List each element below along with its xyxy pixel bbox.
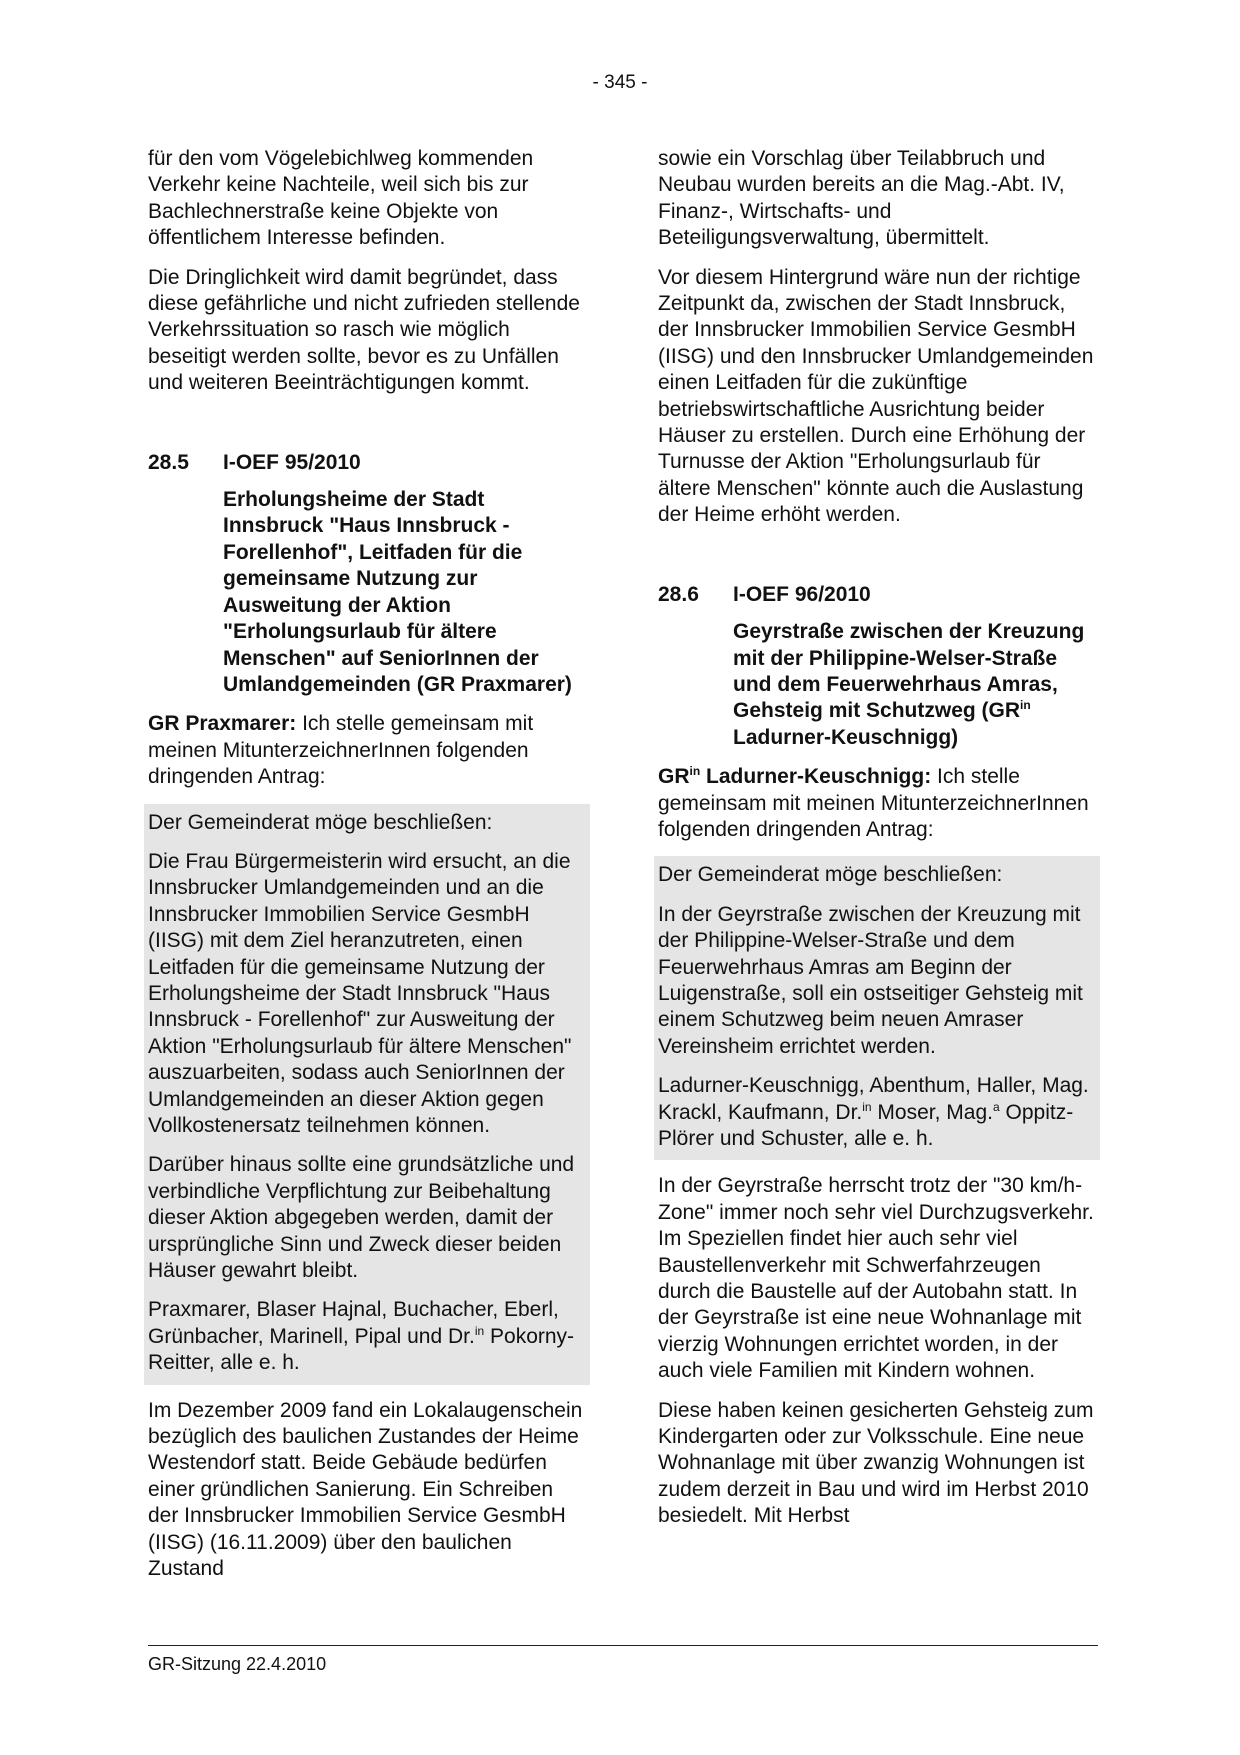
speaker-name: GR Praxmarer: <box>148 712 297 736</box>
paragraph: Vor diesem Hintergrund wäre nun der richtige Zeitpunkt da, zwischen der Stadt Innsbruck, der Innsbrucker Immobilien Service GesmbH (IISG) und den Innsbrucker Umlandgemeinden einen Leitfaden für die zukünftige betriebswirtschaftliche Ausrichtung beider Häuser zu erstellen. Durch eine Erhöhung der Turnusse der Aktion "Erholungsurlaub für ältere Menschen" könnte auch die Auslastung der Heime erhöht werden. <box>658 265 1094 527</box>
signers-text: Pokorny-Reitter, alle e. h. <box>148 1324 575 1375</box>
signers-text: Ladurner-Keuschnigg, Abenthum, Haller, Mag. Krackl, Kaufmann, Dr. <box>658 1074 1089 1124</box>
section-title <box>733 619 1096 751</box>
paragraph: Die Dringlichkeit wird damit begründet, dass diese gefährliche und nicht zufrieden stellende Verkehrssituation so rasch wie möglich beseitigt werden sollte, bevor es zu Unfällen und weiteren Beeinträchtigungen kommt. <box>148 265 580 395</box>
speaker-paragraph <box>148 711 586 790</box>
signers-text: Oppitz-Plörer und Schuster, alle e. h. <box>658 1100 1074 1150</box>
section-code: I-OEF 96/2010 <box>733 582 871 606</box>
paragraph: Im Dezember 2009 fand ein Lokalaugenschein bezüglich des baulichen Zustandes der Heime Westendorf statt. Beide Gebäude bedürfen einer gründlichen Sanierung. Ein Schreiben der Innsbrucker Immobilien Service GesmbH (IISG) (16.11.2009) über den baulichen Zustand <box>148 1398 583 1581</box>
speaker-paragraph <box>658 764 1096 843</box>
superscript: in <box>474 1323 485 1338</box>
paragraph: Diese haben keinen gesicherten Gehsteig zum Kindergarten oder zur Volksschule. Eine neue Wohnanlage mit über zwanzig Wohnungen ist zudem derzeit in Bau und wird im Herbst 2010 besiedelt. Mit Herbst <box>658 1398 1094 1528</box>
motion-box <box>144 804 590 1385</box>
superscript: in <box>1020 698 1031 713</box>
paragraph: sowie ein Vorschlag über Teilabbruch und Neubau wurden bereits an die Mag.-Abt. IV, Finanz-, Wirtschafts- und Beteiligungsverwaltung, übermittelt. <box>658 147 1065 250</box>
superscript: a <box>992 1099 1000 1114</box>
section-code: I-OEF 95/2010 <box>223 450 361 474</box>
motion-signers <box>658 1073 1096 1152</box>
speaker-text: Ich stelle gemeinsam mit meinen MitunterzeichnerInnen folgenden dringenden Antrag: <box>148 712 534 789</box>
section-heading <box>658 582 1096 608</box>
speaker-text: Ich stelle gemeinsam mit meinen MitunterzeichnerInnen folgenden dringenden Antrag: <box>658 765 1089 841</box>
section-number: 28.6 <box>658 582 699 606</box>
speaker-name-text: Ladurner-Keuschnigg: <box>700 765 932 789</box>
right-column <box>658 146 1096 1543</box>
section-title-text: Ladurner-Keuschnigg) <box>733 725 959 749</box>
footer-text: GR-Sitzung 22.4.2010 <box>148 1654 327 1674</box>
page-number: - 345 - <box>592 72 648 93</box>
signers-text: Moser, Mag. <box>871 1100 993 1124</box>
left-column <box>148 146 586 1596</box>
section-number: 28.5 <box>148 450 189 474</box>
motion-text: In der Geyrstraße zwischen der Kreuzung mit der Philippine-Welser-Straße und dem Feuerwehrhaus Amras am Beginn der Luigenstraße, soll ein ostseitiger Gehsteig mit einem Schutzweg beim neuen Amraser Vereinsheim errichtet werden. <box>658 902 1083 1058</box>
section-title-text: Geyrstraße zwischen der Kreuzung mit der Philippine-Welser-Straße und dem Feuerwehrhaus Amras, Gehsteig mit Schutzweg (GR <box>733 620 1085 723</box>
motion-box <box>654 856 1100 1160</box>
motion-intro: Der Gemeinderat möge beschließen: <box>658 863 1003 887</box>
motion-text: Darüber hinaus sollte eine grundsätzliche und verbindliche Verpflichtung zur Beibehaltung dieser Aktion abgegeben werden, damit der ursprüngliche Sinn und Zweck dieser beiden Häuser gewahrt bleibt. <box>148 1153 575 1283</box>
motion-signers <box>148 1297 586 1376</box>
section-title: Erholungsheime der Stadt Innsbruck "Haus Innsbruck - Forellenhof", Leitfaden für die gemeinsame Nutzung zur Ausweitung der Aktion "Erholungsurlaub für ältere Menschen" auf SeniorInnen der Umlandgemeinden (GR Praxmarer) <box>223 488 572 696</box>
motion-intro: Der Gemeinderat möge beschließen: <box>148 810 493 834</box>
signers-text: Praxmarer, Blaser Hajnal, Buchacher, Eberl, Grünbacher, Marinell, Pipal und Dr. <box>148 1298 559 1348</box>
speaker-name <box>658 765 931 788</box>
motion-text: Die Frau Bürgermeisterin wird ersucht, an die Innsbrucker Umlandgemeinden und an die Innsbrucker Immobilien Service GesmbH (IISG) mit dem Ziel heranzutreten, einen Leitfaden für die gemeinsame Nutzung der Erholungsheime der Stadt Innsbruck "Haus Innsbruck - Forellenhof" zur Ausweitung der Aktion "Erholungsurlaub für ältere Menschen" auszuarbeiten, sodass auch SeniorInnen der Umlandgemeinden an dieser Aktion gegen Vollkostenersatz teilnehmen können. <box>148 849 572 1137</box>
paragraph: für den vom Vögelebichlweg kommenden Verkehr keine Nachteile, weil sich bis zur Bachlechnerstraße keine Objekte von öffentlichem Interesse befinden. <box>148 147 534 250</box>
speaker-name-text: GR <box>658 765 690 789</box>
section-heading <box>148 450 586 476</box>
paragraph: In der Geyrstraße herrscht trotz der "30 km/h-Zone" immer noch sehr viel Durchzugsverkehr. Im Speziellen findet hier auch sehr viel Baustellenverkehr mit Schwerfahrzeugen durch die Baustelle auf der Autobahn statt. In der Geyrstraße ist eine neue Wohnanlage mit vierzig Wohnungen errichtet worden, in der auch viele Familien mit Kindern wohnen. <box>658 1174 1094 1383</box>
superscript: in <box>689 764 701 779</box>
footer-divider <box>148 1645 1098 1646</box>
superscript: in <box>862 1099 872 1114</box>
